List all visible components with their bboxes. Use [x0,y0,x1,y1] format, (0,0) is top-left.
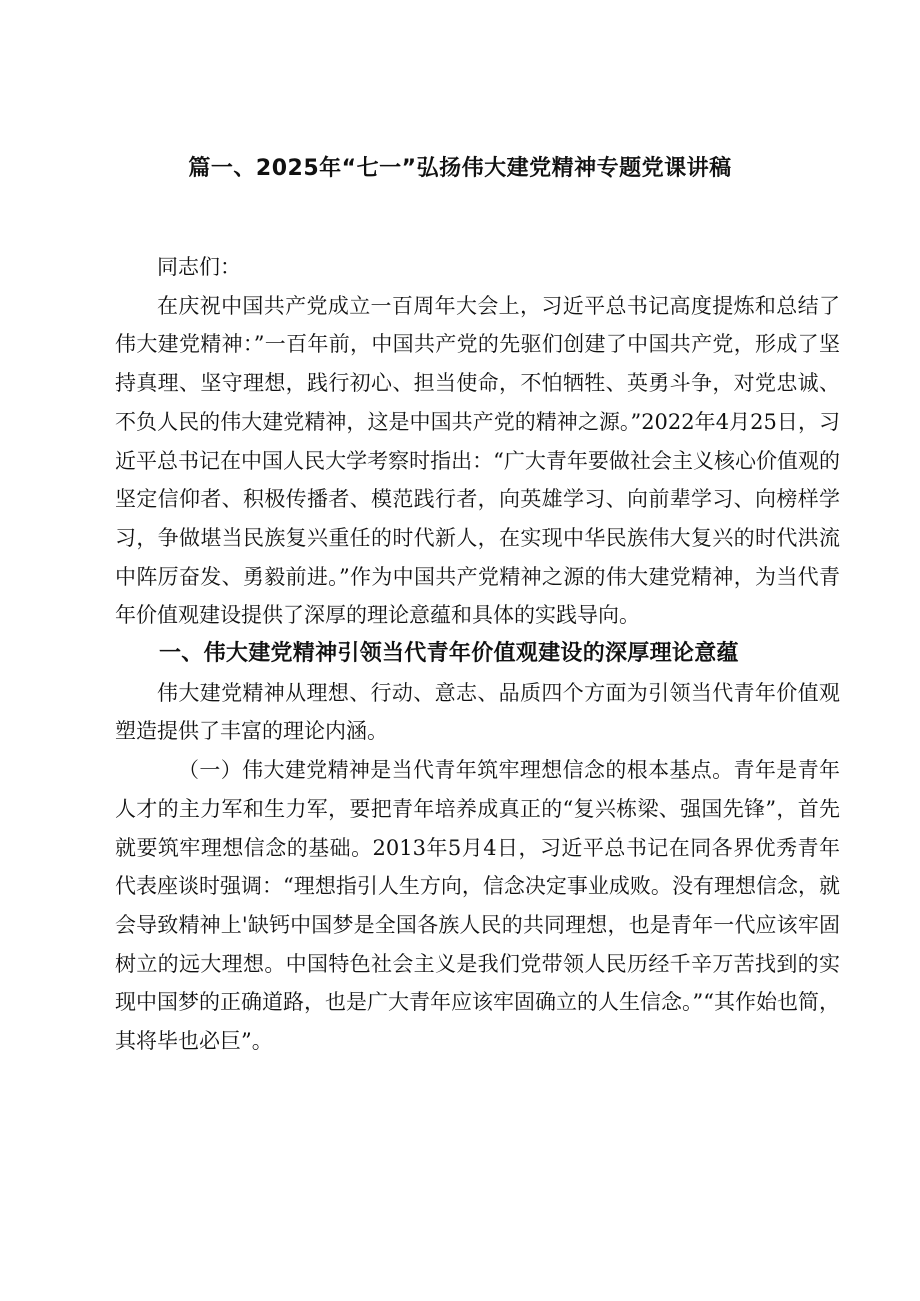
document-title: 篇一、2025年“七一”弘扬伟大建党精神专题党课讲稿 [188,156,732,181]
intro-paragraph: 在庆祝中国共产党成立一百周年大会上，习近平总书记高度提炼和总结了伟大建党精神：”一百年前，中国共产党的先驱们创建了中国共产党，形成了坚持真理、坚守理想，践行初心、担当使命，不怕牺牲、英勇斗争，对党忠诚、不负人民的伟大建党精神，这是中国共产党的精神之源。”2022年4月25日，习近平总书记在中国人民大学考察时指出：“广大青年要做社会主义核心价值观的坚定信仰者、积极传播者、模范践行者，向英雄学习、向前辈学习、向榜样学习，争做堪当民族复兴重任的时代新人，在实现中华民族伟大复兴的时代洪流中阵厉奋发、勇毅前进。”作为中国共产党精神之源的伟大建党精神，为当代青年价值观建设提供了深厚的理论意蕴和具体的实践导向。 [115,293,840,628]
document-body [115,248,840,1061]
subsection-paragraph: （一）伟大建党精神是当代青年筑牢理想信念的根本基点。青年是青年人才的主力军和生力军，要把青年培养成真正的“复兴栋梁、强国先锋”，首先就要筑牢理想信念的基础。2013年5月4日，习近平总书记在同各界优秀青年代表座谈时强调：“理想指引人生方向，信念决定事业成败。没有理想信念，就会导致精神上'缺钙中国梦是全国各族人民的共同理想，也是青年一代应该牢固树立的远大理想。中国特色社会主义是我们党带领人民历经千辛万苦找到的实现中国梦的正确道路，也是广大青年应该牢固确立的人生信念。”“其作始也简，其将毕也必巨”。 [115,758,840,1054]
salutation-paragraph: 同志们： [157,255,241,279]
section-heading: 一、伟大建党精神引领当代青年价值观建设的深厚理论意蕴 [159,641,739,667]
section-intro-paragraph: 伟大建党精神从理想、行动、意志、品质四个方面为引领当代青年价值观塑造提供了丰富的理论内涵。 [115,680,840,744]
